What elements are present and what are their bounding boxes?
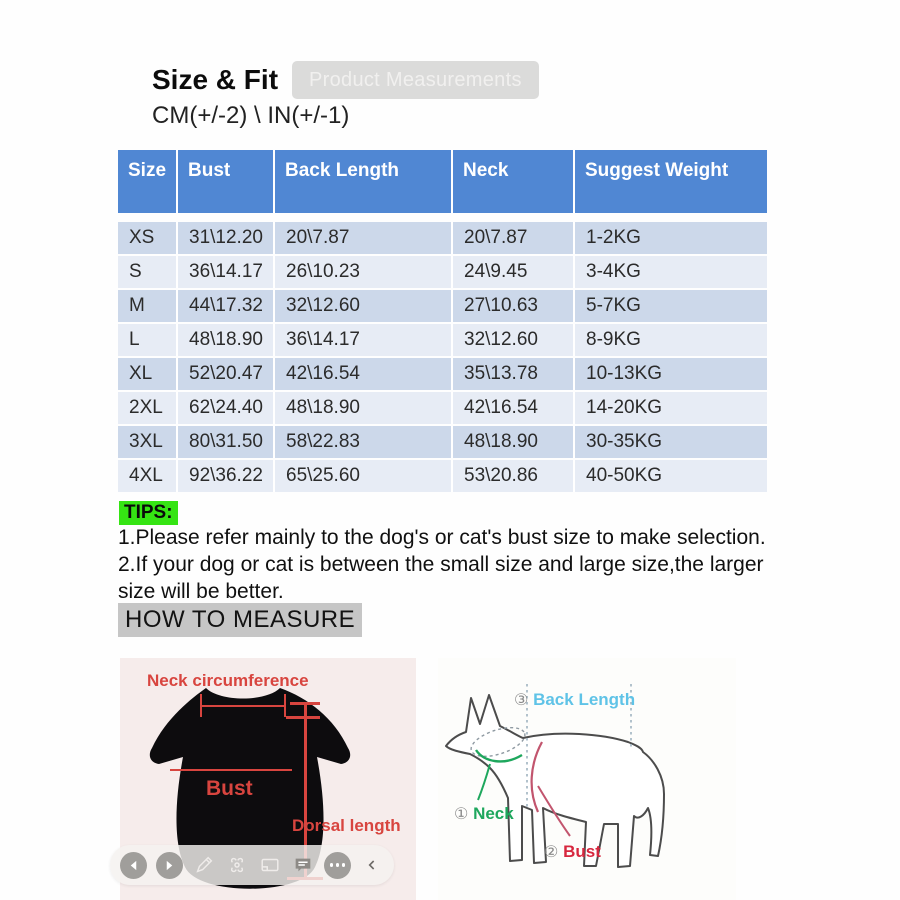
cell-bust: 36\14.17 <box>178 256 273 288</box>
tips-line-1: 1.Please refer mainly to the dog's or cat's bust size to make selection. <box>118 526 766 549</box>
cell-weight: 1-2KG <box>575 222 767 254</box>
dog-back-length-label: ③ Back Length <box>514 690 636 709</box>
screenshot-icon[interactable] <box>258 853 282 877</box>
shirt-bust-label: Bust <box>206 777 253 800</box>
circled-2-marker: ② <box>544 844 559 861</box>
table-row <box>118 426 767 458</box>
size-table <box>118 150 767 494</box>
table-row <box>118 290 767 322</box>
cell-size: 2XL <box>118 392 176 424</box>
table-row <box>118 222 767 254</box>
cell-neck: 20\7.87 <box>453 222 573 254</box>
cell-back-length: 58\22.83 <box>275 426 451 458</box>
cell-weight: 14-20KG <box>575 392 767 424</box>
size-table-body <box>118 222 767 492</box>
cell-back-length: 36\14.17 <box>275 324 451 356</box>
tips-label: TIPS: <box>119 501 178 525</box>
cell-neck: 32\12.60 <box>453 324 573 356</box>
table-row <box>118 256 767 288</box>
cell-back-length: 65\25.60 <box>275 460 451 492</box>
more-icon[interactable] <box>324 852 351 879</box>
shirt-neck-label: Neck circumference <box>147 671 309 690</box>
cell-weight: 30-35KG <box>575 426 767 458</box>
cell-bust: 48\18.90 <box>178 324 273 356</box>
column-header-bust: Bust <box>178 150 273 213</box>
cell-bust: 62\24.40 <box>178 392 273 424</box>
cell-neck: 35\13.78 <box>453 358 573 390</box>
units-note: CM(+/-2) \ IN(+/-1) <box>152 102 350 129</box>
circled-1-marker: ① <box>454 806 469 823</box>
annotation-toolbar <box>110 845 394 885</box>
cell-bust: 44\17.32 <box>178 290 273 322</box>
collapse-chevron-icon[interactable] <box>360 853 384 877</box>
cell-neck: 48\18.90 <box>453 426 573 458</box>
cell-weight: 5-7KG <box>575 290 767 322</box>
cell-back-length: 20\7.87 <box>275 222 451 254</box>
cell-back-length: 32\12.60 <box>275 290 451 322</box>
tips-text <box>118 524 794 605</box>
cell-weight: 8-9KG <box>575 324 767 356</box>
cell-bust: 80\31.50 <box>178 426 273 458</box>
column-header-back-length: Back Length <box>275 150 451 213</box>
bust-measure-line <box>170 769 292 771</box>
cell-size: M <box>118 290 176 322</box>
table-row <box>118 358 767 390</box>
cell-size: L <box>118 324 176 356</box>
tips-line-2: 2.If your dog or cat is between the small size and large size,the larger size will be better. <box>118 553 764 603</box>
cell-weight: 40-50KG <box>575 460 767 492</box>
cell-bust: 92\36.22 <box>178 460 273 492</box>
table-row <box>118 324 767 356</box>
cell-neck: 42\16.54 <box>453 392 573 424</box>
table-row <box>118 460 767 492</box>
cell-bust: 52\20.47 <box>178 358 273 390</box>
tab-product-measurements[interactable]: Product Measurements <box>292 61 539 99</box>
play-forward-icon[interactable] <box>156 852 183 879</box>
column-header-neck: Neck <box>453 150 573 213</box>
cell-bust: 31\12.20 <box>178 222 273 254</box>
shirt-dorsal-label: Dorsal length <box>292 816 401 835</box>
cell-neck: 24\9.45 <box>453 256 573 288</box>
cell-weight: 10-13KG <box>575 358 767 390</box>
neck-measure-line <box>200 705 286 707</box>
cell-size: XS <box>118 222 176 254</box>
cell-back-length: 48\18.90 <box>275 392 451 424</box>
dorsal-top-cap-2 <box>286 716 320 719</box>
page-title: Size & Fit <box>152 64 279 95</box>
cell-size: 4XL <box>118 460 176 492</box>
smart-select-icon[interactable] <box>225 853 249 877</box>
back-icon[interactable] <box>120 852 147 879</box>
cell-size: 3XL <box>118 426 176 458</box>
circled-3-marker: ③ <box>514 692 529 709</box>
cell-back-length: 26\10.23 <box>275 256 451 288</box>
how-to-measure-title: HOW TO MEASURE <box>118 603 362 637</box>
dog-bust-label: ② Bust <box>544 842 601 861</box>
size-table-header <box>118 150 767 213</box>
dog-measure-diagram <box>438 658 736 900</box>
cell-back-length: 42\16.54 <box>275 358 451 390</box>
edit-pencil-icon[interactable] <box>192 853 216 877</box>
cell-size: XL <box>118 358 176 390</box>
cell-neck: 27\10.63 <box>453 290 573 322</box>
column-header-size: Size <box>118 150 176 213</box>
column-header-suggest-weight: Suggest Weight <box>575 150 767 213</box>
neck-pointer-line <box>478 764 490 800</box>
table-row <box>118 392 767 424</box>
cell-size: S <box>118 256 176 288</box>
cell-neck: 53\20.86 <box>453 460 573 492</box>
dog-neck-label: ① Neck <box>454 804 514 823</box>
ellipsis-dots <box>330 863 346 867</box>
comment-icon[interactable] <box>291 853 315 877</box>
cell-weight: 3-4KG <box>575 256 767 288</box>
